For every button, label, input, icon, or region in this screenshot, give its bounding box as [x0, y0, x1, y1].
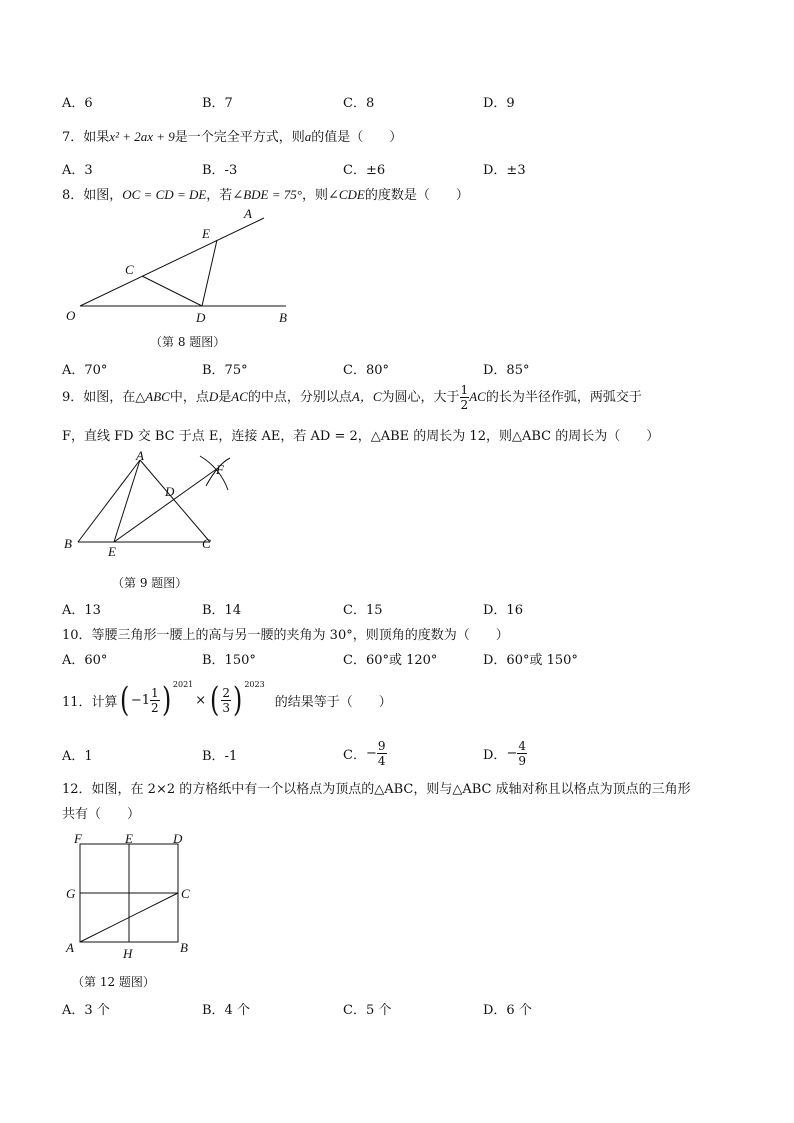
q11-option-d-minus: − [506, 745, 518, 761]
q11-tail: 的结果等于（ ） [274, 694, 392, 710]
q8-line-de [202, 240, 217, 306]
q9-a-c: A，C [351, 389, 382, 404]
q12-option-b: B．4 个 [202, 1003, 250, 1018]
q12-label-e: E [125, 831, 133, 846]
q8-text-b: ，若 [206, 188, 233, 203]
q9-figure [60, 448, 240, 558]
q12-option-c: C．5 个 [343, 1003, 392, 1018]
q9-text-d: 的中点，分别以点 [247, 390, 352, 405]
q9-fraction-den: 2 [460, 398, 469, 412]
q9-line-ef [114, 468, 218, 542]
q12-option-a: A．3 个 [62, 1003, 110, 1018]
q9-stem-line-2: F，直线 FD 交 BC 于点 E，连接 AE，若 AD = 2，△ABE 的周长为 12，则△ABC 的周长为（ ） [62, 429, 660, 444]
q8-option-c: C．80° [343, 363, 389, 378]
q10-option-b: B．150° [202, 653, 256, 668]
q9-label-e: E [108, 544, 116, 558]
q9-abc: ABC [145, 389, 170, 404]
q9-option-a: A．13 [62, 603, 101, 618]
q9-d: D [208, 389, 219, 404]
q9-label-d: D [165, 484, 175, 499]
q11-option-c [343, 734, 387, 772]
q11-option-c-minus: − [365, 745, 377, 761]
q12-label-h: H [123, 946, 133, 961]
q8-text-d: 的度数是（ ） [364, 188, 469, 203]
q11-option-d-fraction [517, 740, 527, 767]
q8-option-b: B．75° [202, 363, 248, 378]
q11-option-c-den: 4 [377, 753, 386, 768]
q7-option-b: B．-3 [202, 163, 238, 178]
q11-fraction-1 [150, 687, 160, 714]
q11-fraction-1-num: 1 [150, 685, 159, 700]
q11-option-b: B．-1 [202, 749, 238, 764]
q11-times: × [195, 692, 207, 708]
q9-option-b: B．14 [202, 603, 242, 618]
q9-line-ae [114, 460, 140, 542]
q9-label-f: F [216, 462, 224, 477]
q11-open-paren-1: ( [119, 680, 129, 720]
q9-text-b: 中，点 [169, 390, 209, 405]
q8-expression-2: ∠BDE = 75° [232, 187, 302, 202]
q9-fraction-num: 1 [460, 383, 469, 397]
q11-neg-one: −1 [130, 692, 150, 708]
q8-number: 8． [62, 188, 84, 203]
q6-option-d: D．9 [483, 96, 515, 111]
q8-caption: （第 8 题图） [150, 335, 226, 349]
q11-fraction-2-num: 2 [222, 685, 231, 700]
q8-option-a: A．70° [62, 363, 108, 378]
q7-expression: x² + 2ax + 9 [109, 129, 175, 144]
q9-ac: AC [231, 389, 248, 404]
q11-number: 11．计算 [62, 694, 118, 710]
q8-label-c: C [125, 262, 134, 277]
q12-figure [62, 830, 198, 964]
q9-option-c: C．15 [343, 603, 383, 618]
q8-line-oa [80, 218, 264, 306]
q11-fraction-2-den: 3 [222, 700, 231, 715]
q10-option-a: A．60° [62, 653, 108, 668]
q12-label-a: A [66, 940, 74, 955]
q9-fraction [460, 384, 470, 411]
q11-stem [62, 678, 392, 722]
q9-label-a: A [136, 448, 144, 463]
q7-variable: a [304, 129, 312, 144]
q12-label-g: G [66, 886, 76, 901]
q11-option-c-num: 9 [377, 738, 386, 753]
q11-option-d-num: 4 [518, 738, 526, 753]
q7-text-a: 如果 [83, 130, 110, 145]
q12-stem-line-1: 12．如图，在 2×2 的方格纸中有一个以格点为顶点的△ABC，则与△ABC 成轴对称且以格点为顶点的三角形 [62, 782, 691, 797]
q9-text-a: 如图，在△ [83, 390, 146, 405]
q11-fraction-2 [221, 687, 231, 714]
q9-option-d: D．16 [483, 603, 523, 618]
q9-number: 9． [62, 390, 84, 405]
q11-close-paren-1: ) [161, 680, 171, 720]
q7-text-b: 是一个完全平方式，则 [174, 130, 305, 145]
q7-option-a: A．3 [62, 163, 93, 178]
q9-ac-2: AC [469, 389, 486, 404]
q11-option-c-label: C． [343, 747, 366, 763]
q8-label-o: O [66, 308, 76, 323]
q11-option-c-fraction [377, 740, 387, 767]
q7-number: 7． [62, 130, 84, 145]
q6-option-a: A．6 [62, 96, 93, 111]
q8-option-d: D．85° [483, 363, 530, 378]
q11-exponent-2: 2023 [244, 680, 265, 689]
q12-caption: （第 12 题图） [72, 975, 155, 989]
q8-label-a: A [244, 206, 252, 221]
q12-option-d: D．6 个 [483, 1003, 532, 1018]
q9-caption: （第 9 题图） [112, 576, 188, 590]
q6-option-b: B．7 [202, 96, 233, 111]
q6-option-c: C．8 [343, 96, 375, 111]
q12-label-c: C [181, 886, 190, 901]
q9-text-f: 的长为半径作弧，两弧交于 [485, 390, 642, 405]
q7-stem [62, 126, 402, 145]
q11-option-d-den: 9 [518, 753, 526, 768]
q12-label-b: B [180, 940, 188, 955]
q11-close-paren-2: ) [233, 680, 243, 720]
q8-line-cd [142, 276, 202, 306]
q12-label-f: F [74, 831, 82, 846]
q7-text-c: 的值是（ ） [311, 130, 403, 145]
q7-option-c: C．±6 [343, 163, 386, 178]
q9-line-ac [140, 460, 210, 542]
q8-text-c: ，则 [301, 188, 328, 203]
q8-expression-3: ∠CDE [327, 187, 365, 202]
q10-option-c: C．60°或 120° [343, 653, 438, 668]
q9-stem-line-1 [62, 384, 642, 411]
q10-option-d: D．60°或 150° [483, 653, 578, 668]
q9-label-b: B [64, 536, 72, 551]
q9-text-e: 为圆心，大于 [381, 390, 460, 405]
q11-open-paren-2: ( [210, 680, 220, 720]
q11-fraction-1-den: 2 [150, 700, 159, 715]
q12-label-d: D [173, 831, 183, 846]
q8-figure [60, 200, 310, 330]
q9-text-c: 是 [218, 390, 232, 405]
q8-expression: OC = CD = DE [122, 187, 207, 202]
q12-stem-line-2: 共有（ ） [62, 807, 141, 822]
q10-stem: 10．等腰三角形一腰上的高与另一腰的夹角为 30°，则顶角的度数为（ ） [62, 628, 509, 643]
q11-option-d [483, 734, 527, 772]
q11-exponent-1: 2021 [172, 680, 194, 689]
q8-label-d: D [196, 310, 206, 325]
q7-option-d: D．±3 [483, 163, 526, 178]
q11-option-a: A．1 [62, 749, 93, 764]
q8-label-b: B [279, 310, 287, 325]
q8-text-a: 如图， [83, 188, 123, 203]
q8-label-e: E [202, 226, 210, 241]
q9-label-c: C [202, 536, 211, 551]
q11-option-d-label: D． [483, 747, 507, 763]
